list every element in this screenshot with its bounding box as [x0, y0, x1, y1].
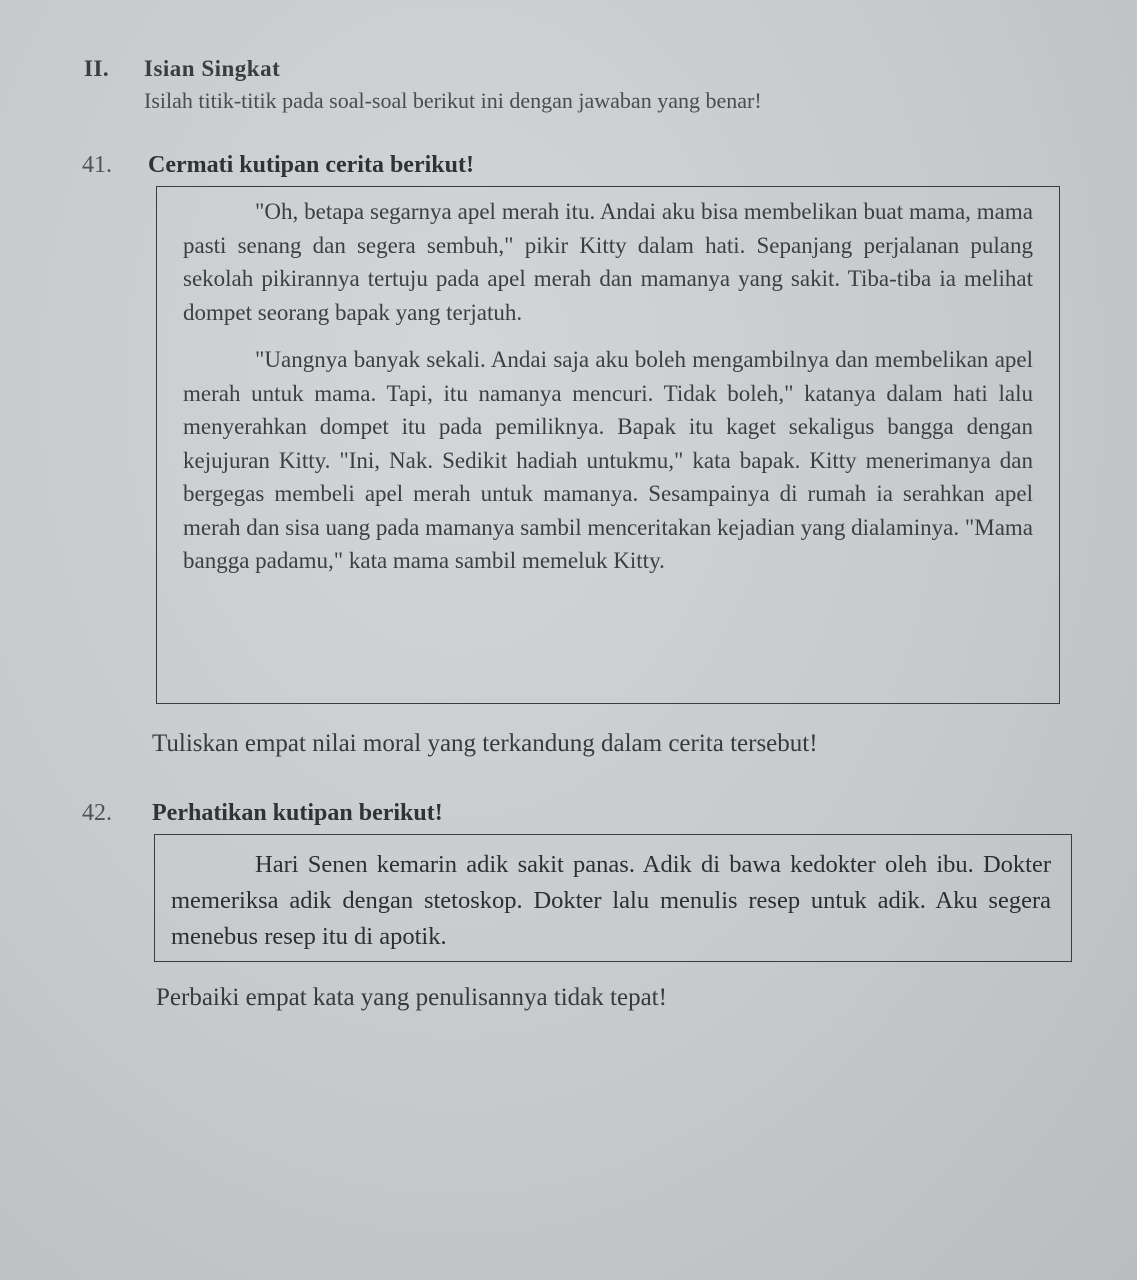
story-paragraph: "Uangnya banyak sekali. Andai saja aku boleh mengambilnya dan membelikan apel merah untuk mama. Tapi, itu namanya mencuri. Tidak boleh," katanya dalam hati lalu menyerahkan dompet itu pada pemiliknya. Bapak itu kaget sekaligus bangga dengan kejujuran Kitty. "Ini, Nak. Sedikit hadiah untukmu," kata bapak. Kitty menerimanya dan bergegas membeli apel merah untuk mamanya. Sesampainya di rumah ia serahkan apel merah dan sisa uang pada mamanya sambil menceritakan kejadian yang dialaminya. "Mama bangga padamu," kata mama sambil memeluk Kitty. — [183, 347, 1033, 573]
section-heading — [84, 56, 280, 82]
question-42-task: Perbaiki empat kata yang penulisannya tidak tepat! — [156, 984, 667, 1011]
excerpt-paragraph: Hari Senen kemarin adik sakit panas. Adik di bawa kedokter oleh ibu. Dokter memeriksa adik dengan stetoskop. Dokter lalu menulis resep untuk adik. Aku segera menebus resep itu di apotik. — [171, 851, 1051, 950]
question-41-heading — [82, 152, 474, 179]
question-title: Cermati kutipan cerita berikut! — [148, 152, 474, 178]
question-number: 42. — [82, 800, 112, 826]
question-number: 41. — [82, 152, 112, 178]
section-number: II. — [84, 56, 110, 81]
question-42-heading — [82, 800, 443, 827]
story-excerpt-box — [156, 186, 1060, 704]
question-41-task: Tuliskan empat nilai moral yang terkandung dalam cerita tersebut! — [152, 730, 818, 757]
story-paragraph: "Oh, betapa segarnya apel merah itu. Andai aku bisa membelikan buat mama, mama pasti senang dan segera sembuh," pikir Kitty dalam hati. Sepanjang perjalanan pulang sekolah pikirannya tertuju pada apel merah dan mamanya yang sakit. Tiba-tiba ia melihat dompet seorang bapak yang terjatuh. — [183, 199, 1033, 325]
text-excerpt-box — [154, 834, 1072, 962]
section-title: Isian Singkat — [144, 56, 281, 81]
question-title: Perhatikan kutipan berikut! — [152, 800, 443, 826]
section-instruction: Isilah titik-titik pada soal-soal berikut ini dengan jawaban yang benar! — [144, 88, 762, 113]
